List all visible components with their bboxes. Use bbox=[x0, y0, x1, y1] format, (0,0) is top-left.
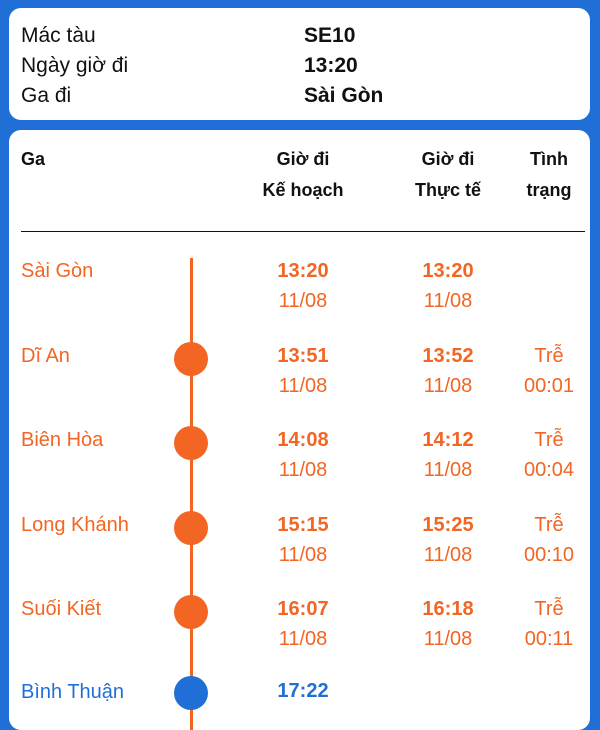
actual-departure: 15:25 11/08 bbox=[422, 514, 474, 566]
actual-departure: 14:12 11/08 bbox=[422, 429, 474, 481]
delay-status: Trễ 00:01 bbox=[523, 345, 575, 397]
station-name: Dĩ An bbox=[21, 345, 70, 367]
delay-status: Trễ 00:11 bbox=[524, 598, 574, 650]
actual-departure: 16:18 11/08 bbox=[422, 598, 474, 650]
delay-status: Trễ 00:04 bbox=[523, 429, 575, 481]
schedule-card bbox=[9, 130, 590, 730]
station-name: Long Khánh bbox=[21, 514, 129, 536]
station-dot-passed bbox=[174, 595, 208, 629]
station-name: Sài Gòn bbox=[21, 260, 94, 282]
train-info-card bbox=[9, 8, 590, 120]
actual-departure: 13:52 11/08 bbox=[422, 345, 474, 397]
planned-departure: 13:20 11/08 bbox=[277, 260, 329, 312]
planned-departure: 14:08 11/08 bbox=[277, 429, 329, 481]
train-code-label: Mác tàu bbox=[21, 24, 96, 47]
header-planned: Giờ đi Kế hoạch bbox=[262, 149, 344, 200]
planned-departure: 16:07 11/08 bbox=[277, 598, 329, 650]
planned-departure: 13:51 11/08 bbox=[277, 345, 329, 397]
station-name: Bình Thuận bbox=[21, 681, 125, 703]
station-name: Suối Kiết bbox=[21, 598, 102, 620]
header-station: Ga bbox=[21, 149, 46, 169]
train-code-value: SE10 bbox=[304, 24, 356, 47]
departure-time-label: Ngày giờ đi bbox=[21, 54, 129, 77]
header-divider bbox=[21, 231, 585, 232]
timeline-line bbox=[190, 258, 193, 730]
planned-departure: 15:15 11/08 bbox=[277, 514, 329, 566]
actual-departure: 13:20 11/08 bbox=[422, 260, 474, 312]
station-dot-upcoming bbox=[174, 676, 208, 710]
departure-station-label: Ga đi bbox=[21, 84, 72, 107]
station-dot-passed bbox=[174, 426, 208, 460]
station-dot-passed bbox=[174, 511, 208, 545]
departure-station-value: Sài Gòn bbox=[304, 84, 384, 107]
station-name: Biên Hòa bbox=[21, 429, 104, 451]
delay-status: Trễ 00:10 bbox=[523, 514, 575, 566]
header-status: Tình trạng bbox=[526, 149, 572, 200]
departure-time-value: 13:20 bbox=[304, 54, 358, 77]
header-actual: Giờ đi Thực tế bbox=[414, 149, 482, 200]
station-dot-passed bbox=[174, 342, 208, 376]
planned-departure: 17:22 bbox=[277, 680, 329, 702]
